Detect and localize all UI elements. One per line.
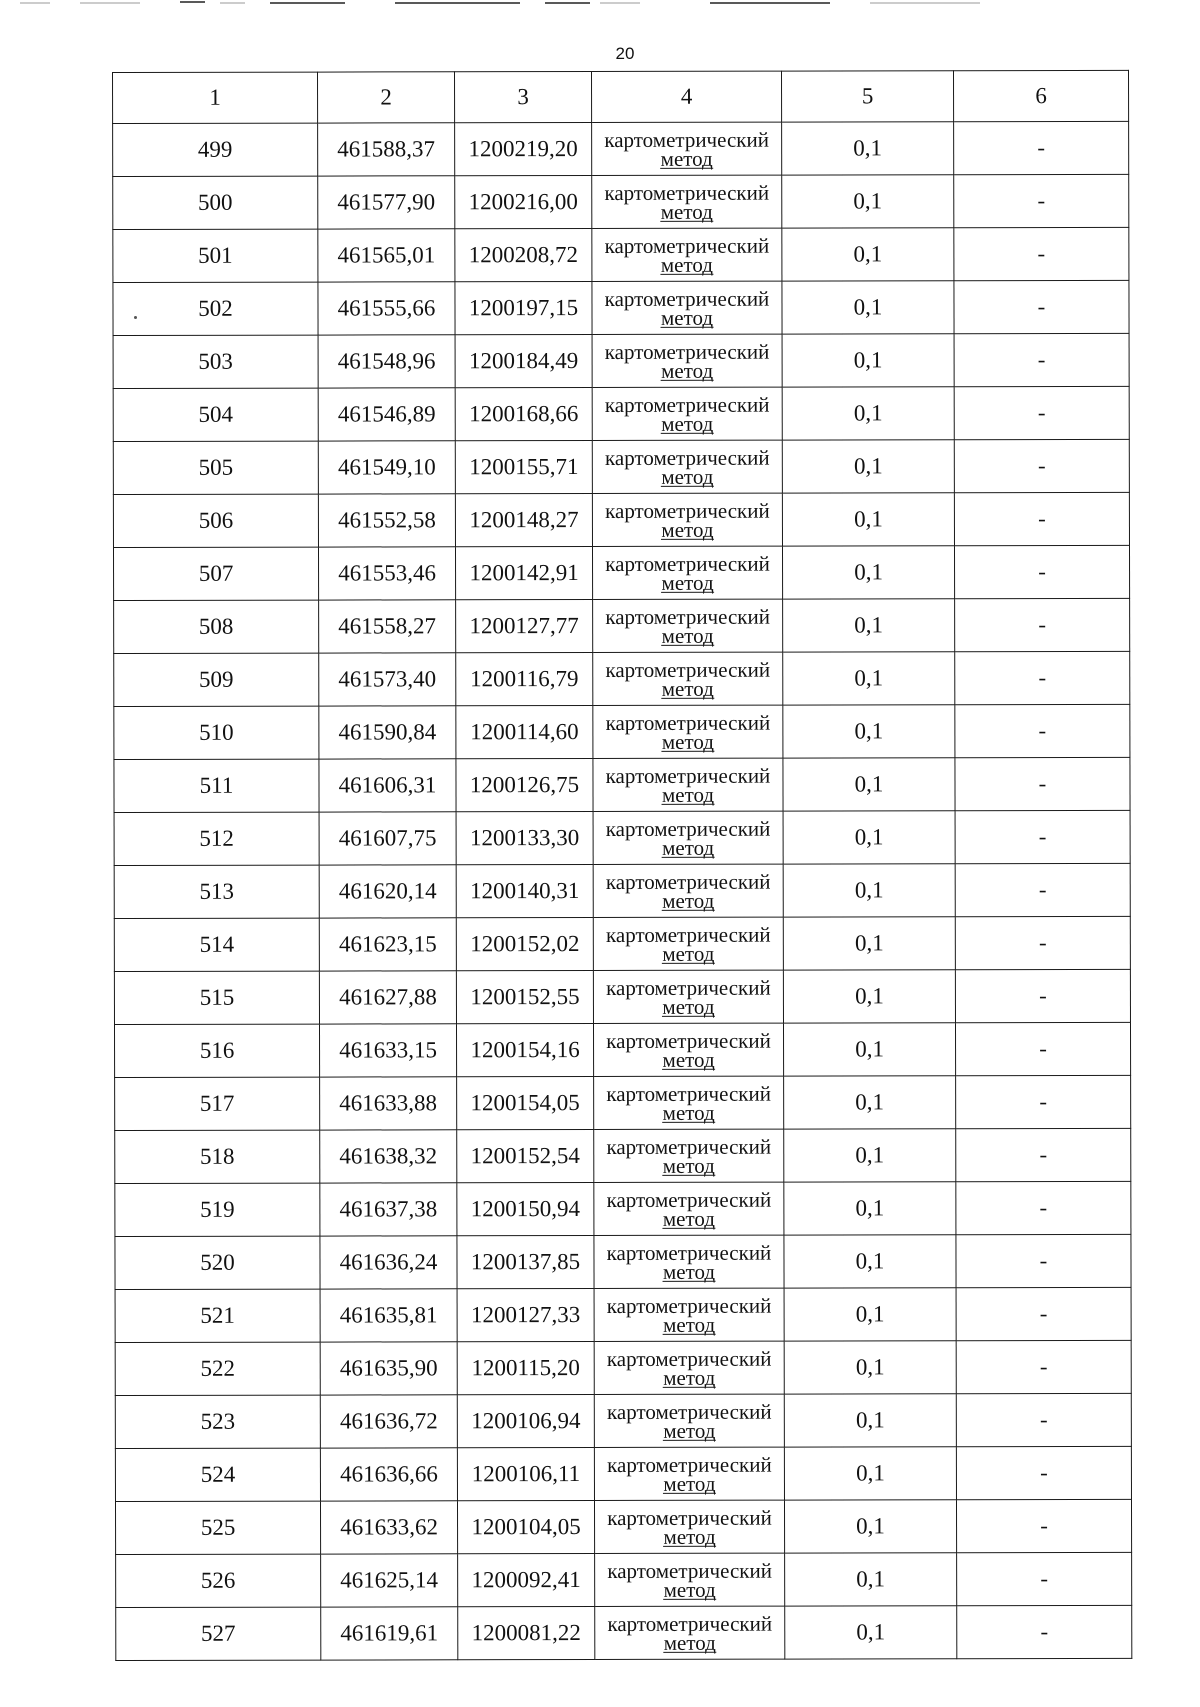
table-row [115,1446,1131,1501]
x-coordinate-cell: 461552,58 [318,494,455,547]
y-coordinate-cell: 1200127,33 [457,1288,594,1341]
method-line-1: картометрический [606,1187,772,1212]
method-line-1: картометрический [604,127,769,152]
point-number-cell: 522 [115,1342,320,1395]
point-number-cell: 506 [113,494,318,547]
method-line-2: метод [662,888,715,913]
column-header-1: 1 [113,72,318,123]
method-line-1: картометрический [606,1293,772,1318]
note-cell: - [955,810,1130,863]
method-line-2: метод [662,941,715,966]
method-line-2: метод [661,676,714,701]
y-coordinate-cell: 1200150,94 [457,1182,594,1235]
table-row [114,863,1130,918]
x-coordinate-cell: 461636,24 [320,1236,457,1289]
method-cell [592,546,782,599]
method-line-1: картометрический [604,233,770,258]
accuracy-cell: 0,1 [785,1553,957,1606]
method-line-1: картометрический [604,445,770,470]
method-cell [593,811,783,864]
method-line-2: метод [660,305,714,330]
table-row [114,704,1130,759]
coordinates-table [112,70,1132,1661]
note-cell: - [954,545,1129,598]
accuracy-cell: 0,1 [784,1076,956,1129]
table-row [113,227,1129,282]
table-body [113,121,1132,1660]
method-line-1: картометрический [605,763,771,788]
x-coordinate-cell: 461623,15 [319,918,456,971]
x-coordinate-cell: 461606,31 [319,759,456,812]
accuracy-cell: 0,1 [784,1341,956,1394]
note-cell: - [955,916,1130,969]
y-coordinate-cell: 1200148,27 [455,493,592,546]
table-row [114,810,1130,865]
point-number-cell: 511 [114,759,319,812]
method-line-1: картометрический [607,1611,773,1636]
method-line-2: метод [663,1524,716,1549]
method-line-2: метод [660,199,713,224]
point-number-cell: 514 [114,918,319,971]
method-line-2: метод [663,1365,716,1390]
x-coordinate-cell: 461553,46 [318,547,455,600]
method-cell [593,970,783,1023]
method-cell [594,1182,784,1235]
y-coordinate-cell: 1200116,79 [456,652,593,705]
point-number-cell: 504 [113,388,318,441]
accuracy-cell: 0,1 [782,281,954,334]
x-coordinate-cell: 461635,81 [320,1289,457,1342]
method-cell [592,228,782,281]
note-cell: - [957,1552,1132,1605]
method-line-1: картометрический [606,1028,771,1053]
y-coordinate-cell: 1200126,75 [456,758,593,811]
method-line-2: метод [661,623,714,648]
y-coordinate-cell: 1200219,20 [455,122,592,175]
method-line-1: картометрический [604,339,770,364]
table-row [114,916,1130,971]
point-number-cell: 515 [114,971,319,1024]
method-cell [592,440,782,493]
accuracy-cell: 0,1 [784,1235,956,1288]
y-coordinate-cell: 1200154,16 [456,1023,593,1076]
x-coordinate-cell: 461633,15 [319,1024,456,1077]
point-number-cell: 520 [115,1236,320,1289]
accuracy-cell: 0,1 [782,546,954,599]
y-coordinate-cell: 1200133,30 [456,811,593,864]
y-coordinate-cell: 1200104,05 [457,1500,594,1553]
note-cell: - [956,1287,1131,1340]
y-coordinate-cell: 1200140,31 [456,864,593,917]
method-line-1: картометрический [606,1240,772,1265]
point-number-cell: 521 [115,1289,320,1342]
table-row [114,598,1130,653]
note-cell: - [957,1605,1132,1658]
column-header-4: 4 [592,71,782,122]
method-cell [592,122,782,175]
method-cell [592,175,782,228]
x-coordinate-cell: 461625,14 [321,1554,458,1607]
method-line-1: картометрический [607,1558,772,1583]
method-line-1: картометрический [604,392,770,417]
x-coordinate-cell: 461588,37 [318,123,455,176]
method-line-1: картометрический [607,1505,772,1530]
x-coordinate-cell: 461619,61 [321,1607,458,1660]
method-cell [594,1235,784,1288]
accuracy-cell: 0,1 [783,652,955,705]
point-number-cell: 509 [114,653,319,706]
point-number-cell: 510 [114,706,319,759]
method-cell [593,652,783,705]
table-header-row [113,70,1129,123]
y-coordinate-cell: 1200142,91 [455,546,592,599]
x-coordinate-cell: 461635,90 [320,1342,457,1395]
note-cell: - [955,651,1130,704]
accuracy-cell: 0,1 [784,1447,956,1500]
method-line-2: метод [662,1206,715,1231]
accuracy-cell: 0,1 [783,705,955,758]
method-line-2: метод [661,464,714,489]
method-cell [594,1500,784,1553]
method-cell [593,705,783,758]
accuracy-cell: 0,1 [782,122,954,175]
x-coordinate-cell: 461620,14 [319,865,456,918]
note-cell: - [954,280,1129,333]
y-coordinate-cell: 1200106,94 [457,1394,594,1447]
table-row [113,492,1129,547]
note-cell: - [956,1340,1131,1393]
method-line-1: картометрический [605,869,771,894]
y-coordinate-cell: 1200114,60 [456,705,593,758]
y-coordinate-cell: 1200208,72 [455,228,592,281]
note-cell: - [954,227,1129,280]
method-line-2: метод [663,1471,716,1496]
table-row [114,651,1130,706]
point-number-cell: 524 [115,1448,320,1501]
point-number-cell: 518 [115,1130,320,1183]
point-number-cell: 527 [116,1607,321,1660]
point-number-cell: 507 [113,547,318,600]
method-cell [593,599,783,652]
point-number-cell: 516 [114,1024,319,1077]
note-cell: - [956,1446,1131,1499]
y-coordinate-cell: 1200197,15 [455,281,592,334]
table-row [115,1234,1131,1289]
method-line-1: картометрический [606,1081,771,1106]
table-row [116,1605,1132,1660]
point-number-cell: 500 [113,176,318,229]
method-cell [593,758,783,811]
table-row [113,386,1129,441]
table-row [115,1393,1131,1448]
note-cell: - [956,1499,1131,1552]
table-row [113,439,1129,494]
method-line-1: картометрический [607,1452,772,1477]
x-coordinate-cell: 461546,89 [318,388,455,441]
y-coordinate-cell: 1200106,11 [457,1447,594,1500]
note-cell: - [954,439,1129,492]
method-line-1: картометрический [606,1346,772,1371]
method-cell [593,864,783,917]
method-line-2: метод [662,1153,715,1178]
accuracy-cell: 0,1 [784,1129,956,1182]
note-cell: - [955,598,1130,651]
method-line-1: картометрический [605,498,770,523]
table-row [113,121,1129,176]
method-cell [594,1076,784,1129]
point-number-cell: 505 [113,441,318,494]
method-line-2: метод [663,1577,716,1602]
point-number-cell: 508 [114,600,319,653]
accuracy-cell: 0,1 [783,1023,955,1076]
x-coordinate-cell: 461633,62 [320,1501,457,1554]
method-cell [592,493,782,546]
table-row [115,1181,1131,1236]
method-line-1: картометрический [605,816,771,841]
accuracy-cell: 0,1 [784,1500,956,1553]
method-line-2: метод [662,994,715,1019]
accuracy-cell: 0,1 [783,758,955,811]
method-line-2: метод [660,252,713,277]
note-cell: - [954,333,1129,386]
method-cell [594,1394,784,1447]
x-coordinate-cell: 461548,96 [318,335,455,388]
y-coordinate-cell: 1200168,66 [455,387,592,440]
y-coordinate-cell: 1200152,54 [457,1129,594,1182]
y-coordinate-cell: 1200152,02 [456,917,593,970]
column-header-6: 6 [953,70,1128,121]
x-coordinate-cell: 461555,66 [318,282,455,335]
method-cell [595,1553,785,1606]
accuracy-cell: 0,1 [782,175,954,228]
y-coordinate-cell: 1200184,49 [455,334,592,387]
accuracy-cell: 0,1 [782,440,954,493]
method-cell [595,1606,785,1659]
accuracy-cell: 0,1 [784,1288,956,1341]
method-line-2: метод [661,729,714,754]
method-line-1: картометрический [605,604,770,629]
point-number-cell: 526 [116,1554,321,1607]
x-coordinate-cell: 461638,32 [320,1130,457,1183]
method-cell [593,1023,783,1076]
method-cell [593,917,783,970]
method-line-1: картометрический [604,180,770,205]
table-row [116,1552,1132,1607]
method-cell [594,1341,784,1394]
note-cell: - [955,969,1130,1022]
x-coordinate-cell: 461633,88 [320,1077,457,1130]
accuracy-cell: 0,1 [785,1606,957,1659]
table-row [113,280,1129,335]
y-coordinate-cell: 1200155,71 [455,440,592,493]
table-row [115,1499,1131,1554]
x-coordinate-cell: 461590,84 [319,706,456,759]
method-line-2: метод [663,1418,716,1443]
method-line-1: картометрический [605,710,771,735]
point-number-cell: 503 [113,335,318,388]
x-coordinate-cell: 461565,01 [318,229,455,282]
note-cell: - [956,1128,1131,1181]
method-line-2: метод [662,1100,715,1125]
page-number: 20 [615,44,635,63]
table-row [113,333,1129,388]
y-coordinate-cell: 1200216,00 [455,175,592,228]
column-header-2: 2 [318,72,455,123]
y-coordinate-cell: 1200154,05 [457,1076,594,1129]
method-line-2: метод [661,358,714,383]
x-coordinate-cell: 461573,40 [319,653,456,706]
table-row [113,545,1129,600]
note-cell: - [955,863,1130,916]
y-coordinate-cell: 1200152,55 [456,970,593,1023]
method-line-2: метод [661,782,715,807]
table-row [115,1075,1131,1130]
y-coordinate-cell: 1200092,41 [458,1553,595,1606]
column-header-5: 5 [781,71,953,122]
x-coordinate-cell: 461577,90 [318,176,455,229]
note-cell: - [954,174,1129,227]
method-line-2: метод [660,146,713,171]
accuracy-cell: 0,1 [782,387,954,440]
column-header-3: 3 [455,71,592,122]
x-coordinate-cell: 461637,38 [320,1183,457,1236]
method-line-1: картометрический [604,286,770,311]
accuracy-cell: 0,1 [782,493,954,546]
x-coordinate-cell: 461636,66 [320,1448,457,1501]
x-coordinate-cell: 461627,88 [319,971,456,1024]
method-cell [592,334,782,387]
accuracy-cell: 0,1 [784,1182,956,1235]
table-row [115,1287,1131,1342]
method-cell [594,1129,784,1182]
table-row [114,969,1130,1024]
note-cell: - [955,1022,1130,1075]
method-line-1: картометрический [605,922,771,947]
note-cell: - [956,1075,1131,1128]
table-row [115,1128,1131,1183]
method-line-2: метод [661,411,714,436]
accuracy-cell: 0,1 [784,1394,956,1447]
note-cell: - [954,386,1129,439]
x-coordinate-cell: 461636,72 [320,1395,457,1448]
point-number-cell: 502 [113,282,318,335]
accuracy-cell: 0,1 [783,917,955,970]
method-line-1: картометрический [606,1134,772,1159]
y-coordinate-cell: 1200115,20 [457,1341,594,1394]
method-line-2: метод [661,570,714,595]
method-line-1: картометрический [606,1399,772,1424]
note-cell: - [956,1393,1131,1446]
table-row [114,1022,1130,1077]
method-line-2: метод [662,1259,716,1284]
point-number-cell: 512 [114,812,319,865]
method-line-2: метод [661,517,714,542]
table-row [114,757,1130,812]
accuracy-cell: 0,1 [783,970,955,1023]
note-cell: - [956,1181,1131,1234]
note-cell: - [956,1234,1131,1287]
point-number-cell: 523 [115,1395,320,1448]
x-coordinate-cell: 461558,27 [319,600,456,653]
point-number-cell: 519 [115,1183,320,1236]
point-number-cell: 517 [115,1077,320,1130]
point-number-cell: 525 [115,1501,320,1554]
note-cell: - [954,121,1129,174]
method-cell [592,387,782,440]
accuracy-cell: 0,1 [783,599,955,652]
point-number-cell: 513 [114,865,319,918]
table-row [115,1340,1131,1395]
method-cell [592,281,782,334]
scan-edge-marks [0,0,1200,12]
note-cell: - [955,704,1130,757]
note-cell: - [954,492,1129,545]
note-cell: - [955,757,1130,810]
accuracy-cell: 0,1 [782,334,954,387]
y-coordinate-cell: 1200137,85 [457,1235,594,1288]
table-row [113,174,1129,229]
method-line-1: картометрический [605,551,770,576]
y-coordinate-cell: 1200127,77 [456,599,593,652]
x-coordinate-cell: 461549,10 [318,441,455,494]
method-line-2: метод [662,1047,715,1072]
method-line-1: картометрический [605,657,771,682]
method-line-2: метод [662,835,715,860]
method-line-2: метод [663,1630,716,1655]
method-line-1: картометрический [606,975,771,1000]
method-line-2: метод [663,1312,716,1337]
point-number-cell: 499 [113,123,318,176]
y-coordinate-cell: 1200081,22 [458,1606,595,1659]
point-number-cell: 501 [113,229,318,282]
method-cell [594,1288,784,1341]
method-cell [594,1447,784,1500]
accuracy-cell: 0,1 [782,228,954,281]
x-coordinate-cell: 461607,75 [319,812,456,865]
accuracy-cell: 0,1 [783,864,955,917]
accuracy-cell: 0,1 [783,811,955,864]
